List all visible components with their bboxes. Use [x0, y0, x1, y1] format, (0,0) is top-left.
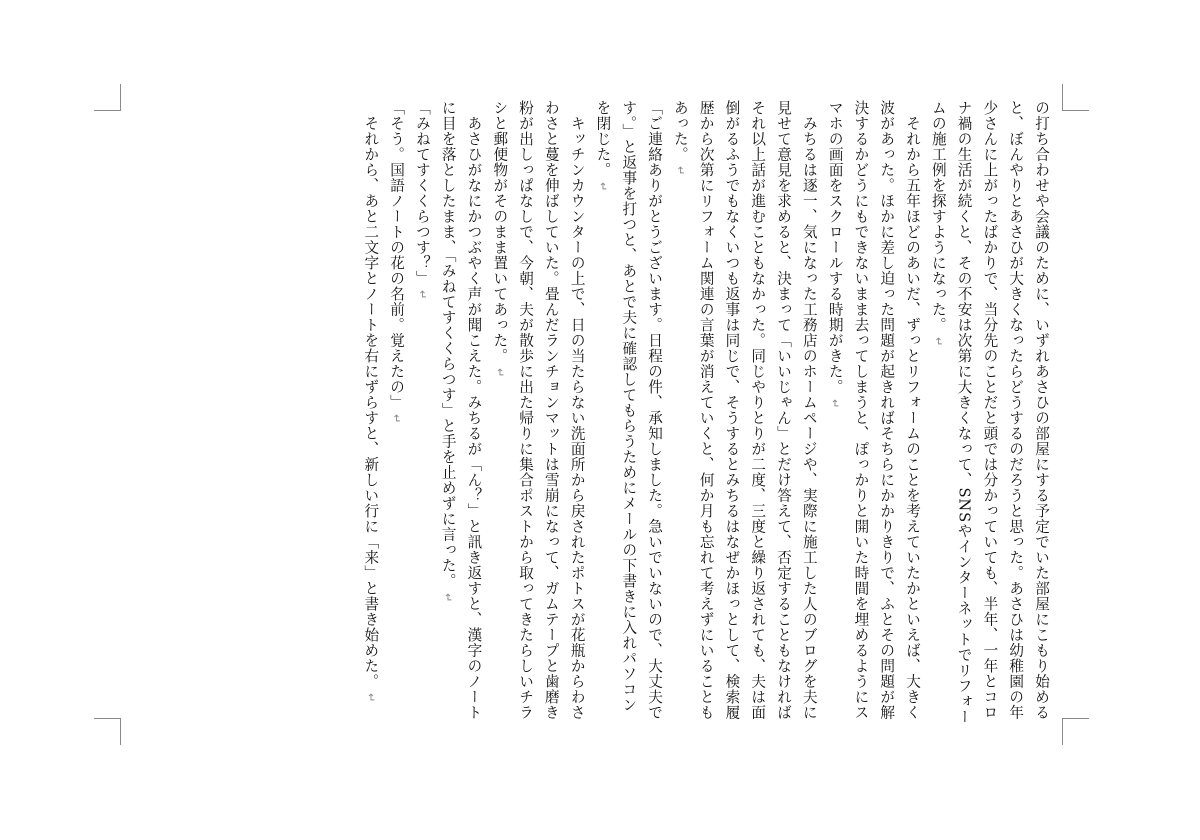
text-line: [925, 100, 951, 700]
text-line-content: に目を落としたまま、「みねてすくくらつす」と手を止めずに言った。: [439, 100, 457, 589]
text-line: [383, 100, 409, 700]
paragraph-mark-icon: ↵: [493, 367, 507, 377]
text-line-content: ナ禍の生活が続くと、その不安は次第に大きくなって、SNSやインターネットでリフォー: [955, 100, 973, 725]
text-line: [641, 100, 667, 720]
text-line: [538, 100, 564, 720]
text-line-content: す。」と返事を打つと、あとで夫に確認してもらうためにメールの下書きに入れパソコン: [620, 100, 638, 713]
text-line-content: あさひがなにかつぶやく声が聞こえた。みちるが「ん？」と訊き返すと、漢字のノート: [465, 100, 483, 720]
text-line-content: それ以上話が進むこともなかった。同じやりとりが二度、三度と繰り返されても、夫は面: [749, 100, 767, 720]
crop-mark-top-left: [94, 84, 121, 111]
text-line: [693, 100, 719, 720]
text-line-content: 決するかどうにもできないまま去ってしまうと、ぽっかりと開いた時間を埋めるようにス: [852, 100, 870, 720]
paragraph-mark-icon: ↵: [415, 290, 429, 300]
text-line-content: 波があった。ほかに差し迫った問題が起きればそちらにかかりきりで、ふとその問題が解: [878, 100, 896, 720]
text-line-content: 倒がるふうでもなくいつも返事は同じで、そうするとみちるはなぜかほっとして、検索履: [723, 100, 741, 720]
text-line-content: 粉が出しっぱなしで、今朝、夫が散歩に出た帰りに集合ポストから取ってきたらしいチラ: [517, 100, 535, 720]
text-line-content: わさと蔓を伸ばしていた。畳んだランチョンマットは雪崩になって、ガムテープと歯磨き: [542, 100, 560, 720]
text-line-content: マホの画面をスクロールする時期がきた。: [826, 100, 844, 395]
paragraph-mark-icon: ↵: [931, 336, 945, 346]
text-line: [435, 100, 461, 700]
text-line-content: の打ち合わせや会議のために、いずれあさひの部屋にする予定でいた部屋にこもり始める: [1033, 100, 1050, 720]
crop-mark-bottom-right: [1062, 718, 1089, 745]
paragraph-mark-icon: ↵: [596, 181, 610, 191]
paragraph-mark-icon: ↵: [828, 398, 842, 408]
text-line: [486, 100, 512, 700]
text-line-content: 歴から次第にリフォーム関連の言葉が消えていくと、何か月も忘れて考えずにいることも: [697, 100, 715, 720]
crop-mark-bottom-left: [94, 718, 121, 745]
text-line-content: それから五年ほどのあいだ、ずっとリフォームのことを考えていたかといえば、大きく: [904, 100, 922, 720]
text-line: [822, 100, 848, 700]
text-line: [1002, 100, 1028, 720]
text-line: [744, 100, 770, 720]
text-line: [564, 100, 590, 720]
text-line: [873, 100, 899, 720]
text-line: [719, 100, 745, 720]
text-line-content: 「ご連絡ありがとうございます。日程の件、承知しました。急いでいないので、大丈夫で: [646, 100, 664, 720]
text-line-content: 少さんに上がったばかりで、当分先のことだと頭では分かっていても、半年、一年とコロ: [981, 100, 999, 720]
text-line: [590, 100, 616, 700]
text-line-content: を閉じた。: [594, 100, 612, 178]
text-line: [848, 100, 874, 720]
text-line-content: 「みねてすくくらつす？」: [413, 100, 431, 286]
text-line: [899, 100, 925, 720]
text-line-content: キッチンカウンターの上で、日の当たらない洗面所から戻されたポトスが花瓶からわさ: [568, 100, 586, 720]
vertical-text-area: [362, 100, 1054, 725]
text-lines: [357, 100, 1054, 725]
text-line-content: シと郵便物がそのまま置いてあった。: [491, 100, 509, 364]
text-line: [615, 100, 641, 713]
paragraph-mark-icon: ↵: [673, 166, 687, 176]
text-line: [977, 100, 1003, 720]
text-line: [512, 100, 538, 720]
text-line-content: と、ぼんやりとあさひが大きくなったらどうするのだろうと思った。あさひは幼稚園の年: [1007, 100, 1025, 720]
crop-mark-top-right: [1062, 84, 1089, 111]
text-line-content: ムの施工例を探すようになった。: [929, 100, 947, 333]
text-line-content: あった。: [671, 100, 689, 162]
text-line-content: 「そう。国語ノートの花の名前。覚えたの」: [388, 100, 406, 410]
text-line: [409, 100, 435, 700]
text-line-content: 見せて意見を求めると、決まって「いいじゃん」とだけ答えて、否定することもなければ: [775, 100, 793, 720]
text-line: [770, 100, 796, 720]
text-line: [951, 100, 977, 725]
text-line: [357, 100, 383, 703]
text-line-content: みちるは逐一、気になった工務店のホームページや、実際に施工した人のブログを夫に: [800, 100, 818, 720]
text-line-content: それから、あと二文字とノートを右にずらすと、新しい行に「来」と書き始めた。: [362, 100, 380, 689]
text-line: [461, 100, 487, 720]
text-line: [796, 100, 822, 720]
text-line: [667, 100, 693, 700]
paragraph-mark-icon: ↵: [390, 414, 404, 424]
paragraph-mark-icon: ↵: [441, 592, 455, 602]
paragraph-mark-icon: ↵: [364, 693, 378, 703]
text-line: [1028, 100, 1054, 720]
